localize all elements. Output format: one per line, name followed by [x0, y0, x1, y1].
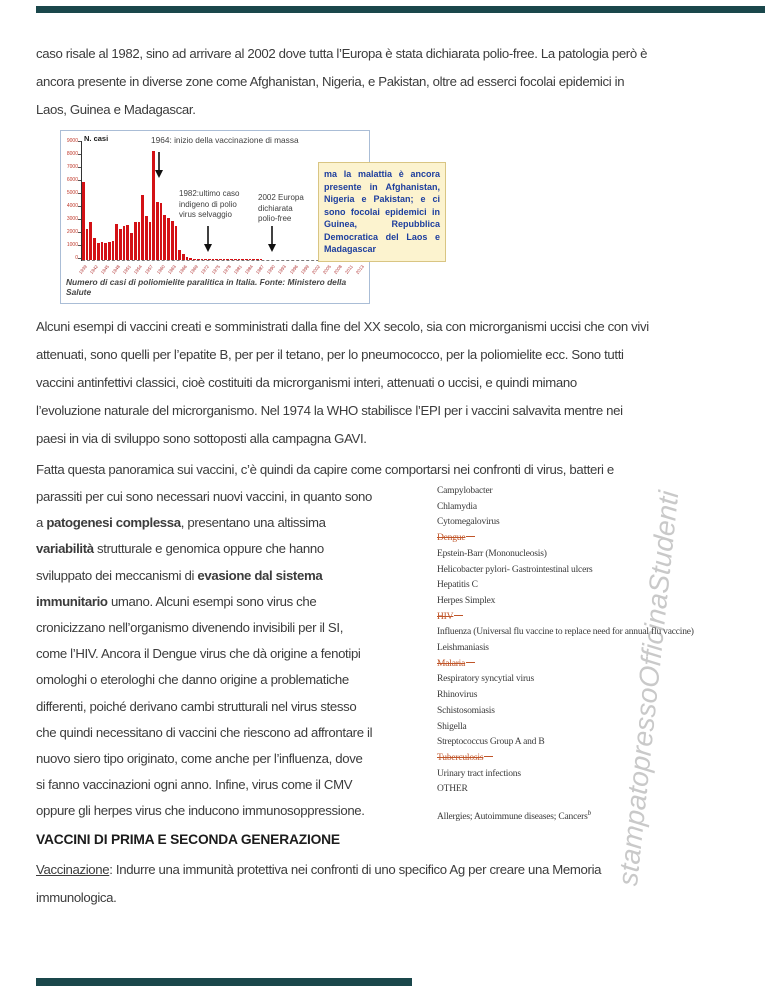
chart-bar — [108, 242, 111, 260]
chart-bar — [86, 229, 89, 260]
y-tick-label: 9000 — [66, 138, 78, 144]
x-tick-label: 1975 — [210, 264, 221, 275]
disease-item: Hepatitis C — [437, 580, 478, 591]
x-tick-label: 1972 — [199, 264, 210, 275]
y-tick-mark — [78, 180, 81, 181]
text-segment: b — [587, 809, 591, 818]
chart-bar — [97, 243, 100, 260]
chart-bar — [249, 259, 252, 260]
x-tick-label: 1954 — [133, 264, 144, 275]
chart-bar — [252, 259, 255, 260]
section-heading: VACCINI DI PRIMA E SECONDA GENERAZIONE — [36, 832, 340, 847]
chart-bar — [245, 259, 248, 260]
paragraph-vaccinazione — [36, 856, 746, 912]
disease-item: Respiratory syncytial virus — [437, 674, 534, 685]
chart-bar — [241, 259, 244, 260]
chart-bar — [223, 259, 226, 260]
text-segment: sviluppato dei meccanismi di — [36, 567, 198, 583]
disease-item: OTHER — [437, 784, 468, 795]
chart-bar — [226, 259, 229, 260]
chart-bar — [193, 259, 196, 260]
x-tick-label: 1993 — [277, 264, 288, 275]
figure-caption: Numero di casi di poliomielite paralitica in Italia. Fonte: Ministero della Salute — [66, 277, 347, 297]
y-tick-mark — [78, 193, 81, 194]
chart-bar — [141, 195, 144, 260]
redacted-header-bar — [36, 6, 765, 13]
text-line: vaccini antinfettivi classici, cioè costituiti da microrganismi interi, attenuati o uccisi, e quindi mimano — [36, 375, 577, 390]
disease-item: Rhinovirus — [437, 690, 478, 701]
chart-bar — [167, 218, 170, 260]
chart-bar — [145, 216, 148, 260]
chart-bar — [160, 203, 163, 260]
text-line — [36, 694, 440, 720]
text-segment: , presentano una altissima — [180, 515, 326, 531]
disease-item: Tuberculosis — [437, 751, 737, 767]
text-line: attenuati, sono quelli per l’epatite B, per per il tetano, per lo pneumococco, per la poliomielite ecc. Sono tutti — [36, 347, 624, 362]
text-segment: parassiti per cui sono necessari nuovi vaccini, in quanto sono — [36, 489, 373, 504]
x-tick-label: 1969 — [188, 264, 199, 275]
text-line: virus selvaggio — [179, 210, 232, 219]
text-line — [36, 510, 440, 536]
text-line: indigeno di polio — [179, 199, 237, 209]
text-segment: omologhi o eterologhi che danno origine a problematiche — [36, 672, 349, 688]
y-tick-label: 0 — [75, 255, 78, 261]
text-segment: strutturale e genomica oppure che hanno — [93, 541, 324, 557]
disease-item: Shigella — [437, 721, 467, 732]
text-segment: immunologica. — [36, 890, 117, 905]
text-line — [36, 798, 440, 824]
chart-bar — [234, 259, 237, 260]
text-line — [36, 484, 440, 510]
text-segment: immunitario — [36, 593, 108, 609]
disease-item: HIV — [437, 610, 737, 626]
text-segment: umano. Alcuni esempi sono virus che — [107, 593, 317, 609]
text-segment: come l’HIV. Ancora il Dengue virus che dà origine a fenotipi — [36, 646, 361, 662]
disease-item: Streptococcus Group A and B — [437, 737, 545, 748]
x-tick-label: 1981 — [232, 264, 244, 275]
x-tick-label: 1984 — [244, 264, 255, 275]
y-tick-label: 6000 — [66, 177, 78, 183]
y-tick-label: 8000 — [66, 151, 78, 157]
text-line: caso risale al 1982, sino ad arrivare al 2002 dove tutta l’Europa è stata dichiarata polio-free. La patologia però è — [36, 46, 648, 61]
text-line — [36, 772, 440, 798]
chart-bar — [101, 242, 104, 260]
chart-bar — [175, 226, 178, 260]
text-line — [36, 667, 440, 693]
x-tick-label: 2011 — [343, 264, 354, 275]
chart-bar — [115, 224, 118, 260]
x-tick-label: 1966 — [177, 264, 188, 275]
text-segment: differenti, poiché derivano cambi strutturali nel virus stesso — [36, 698, 357, 714]
chart-bar — [212, 259, 215, 260]
disease-item: Epstein-Barr (Mononucleosis) — [437, 548, 547, 559]
paragraph-polio-history — [36, 40, 746, 124]
chart-bar — [138, 222, 141, 260]
chart-bar — [197, 259, 200, 260]
text-segment: variabilità — [36, 541, 94, 557]
chart-bar — [156, 202, 159, 261]
chart-bar — [186, 257, 189, 260]
disease-list-footer — [437, 807, 737, 824]
y-tick-mark — [78, 154, 81, 155]
chart-bar — [130, 233, 133, 260]
text-segment: nuovo siero tipo originato, come anche per l’influenza, dove — [36, 751, 363, 767]
text-line: paesi in via di sviluppo sono sottoposti alla campagna GAVI. — [36, 431, 367, 446]
chart-bar — [260, 259, 263, 260]
disease-item: Campylobacter — [437, 486, 493, 496]
disease-item: Malaria — [437, 657, 737, 673]
chart-bar — [182, 254, 185, 261]
text-line — [36, 615, 440, 641]
disease-item: Urinary tract infections — [437, 768, 521, 779]
x-tick-label: 2008 — [332, 264, 343, 275]
chart-bar — [126, 225, 129, 260]
text-line: l’evoluzione naturale del microrganismo. Nel 1974 la WHO stabilisce l’EPI per i vaccini salvavita mentre nei — [36, 403, 623, 418]
chart-bar — [123, 226, 126, 260]
y-tick-mark — [78, 206, 81, 207]
chart-bar — [89, 222, 92, 260]
chart-bar — [163, 215, 166, 261]
y-tick-label: 1000 — [66, 242, 78, 248]
x-tick-label: 1951 — [122, 264, 133, 275]
x-tick-label: 1996 — [288, 264, 299, 275]
chart-bar — [219, 259, 222, 260]
x-tick-label: 1987 — [255, 264, 266, 275]
text-line — [36, 563, 440, 589]
text-segment: Vaccinazione — [36, 862, 110, 877]
text-line — [36, 641, 440, 667]
chart-bar — [152, 151, 155, 260]
text-line — [36, 746, 440, 772]
y-tick-mark — [78, 232, 81, 233]
chart-bar — [230, 259, 233, 260]
chart-bar — [201, 259, 204, 260]
text-segment: cronicizzano nell’organismo divenendo invisibili per il SI, — [36, 620, 344, 636]
y-tick-mark — [78, 245, 81, 246]
chart-bar — [256, 259, 259, 260]
disease-item: Cytomegalovirus — [437, 517, 500, 528]
chart-bar — [93, 238, 96, 260]
y-tick-label: 3000 — [66, 216, 78, 222]
disease-list-items — [437, 484, 737, 798]
x-tick-label: 2002 — [310, 264, 321, 275]
text-line: ancora presente in diverse zone come Afghanistan, Nigeria, e Pakistan, oltre ad esserci focolai epidemici in — [36, 74, 625, 89]
disease-item: Influenza (Universal flu vaccine to replace need for annual flu vaccine) — [437, 627, 694, 638]
chart-bar — [238, 259, 241, 260]
chart-bar — [208, 259, 211, 260]
y-tick-mark — [78, 219, 81, 220]
text-segment: : Indurre una immunità protettiva nei confronti di uno specifico Ag per creare una Memoria — [109, 862, 602, 877]
x-tick-label: 1939 — [77, 264, 88, 275]
chart-bar — [178, 250, 181, 260]
x-tick-label: 1942 — [88, 264, 100, 275]
y-tick-label: 5000 — [66, 190, 78, 196]
text-line: Laos, Guinea e Madagascar. — [36, 102, 196, 117]
text-line: dichiarata — [258, 203, 293, 213]
text-line: Alcuni esempi di vaccini creati e somministrati dalla fine del XX secolo, sia con microrganismi uccisi che con vivi — [36, 319, 649, 334]
disease-item: Dengue — [437, 531, 737, 547]
chart-bar — [204, 259, 207, 260]
y-tick-mark — [78, 167, 81, 168]
y-tick-mark — [78, 258, 81, 259]
text-segment: che quindi necessitano di vaccini che riescono ad affrontare il — [36, 724, 373, 740]
yellow-note-box: ma la malattia è ancora presente in Afghanistan, Nigeria e Pakistan; e ci sono focolai epidemici in Guinea, Repubblica Democratica del Laos e Madagascar — [318, 162, 446, 262]
annotation-1964: 1964: inizio della vaccinazione di massa — [151, 135, 299, 145]
chart-bar — [189, 258, 192, 260]
x-tick-label: 1948 — [111, 264, 122, 275]
x-tick-label: 1957 — [144, 264, 155, 275]
x-tick-label: 1990 — [266, 264, 277, 275]
text-segment: a — [36, 515, 47, 531]
text-line: 1982:ultimo caso — [179, 189, 240, 198]
redacted-footer-bar — [36, 978, 412, 986]
text-segment: Allergies; Autoimmune diseases; Cancers — [437, 812, 588, 823]
y-tick-label: 2000 — [66, 229, 78, 235]
chart-bar — [134, 222, 137, 260]
chart-bar — [171, 221, 174, 260]
text-line — [36, 589, 440, 615]
x-tick-label: 2005 — [321, 264, 332, 275]
text-segment: si fanno vaccinazioni ogni anno. Infine, virus come il CMV — [36, 777, 353, 793]
text-line — [36, 856, 746, 884]
paragraph-vaccine-examples — [36, 313, 746, 453]
disease-item: Herpes Simplex — [437, 595, 496, 606]
y-axis-title: N. casi — [84, 134, 109, 143]
chart-bar — [104, 243, 107, 260]
text-line: 2002 Europa — [258, 193, 304, 202]
paragraph-panoramica-line1: Fatta questa panoramica sui vaccini, c’è quindi da capire come comportarsi nei confronti di virus, batteri e — [36, 462, 614, 477]
x-tick-label: 1999 — [299, 264, 310, 275]
x-tick-label: 1978 — [221, 264, 232, 275]
text-segment: oppure gli herpes virus che inducono immunosoppressione. — [36, 803, 365, 819]
disease-list — [437, 484, 737, 824]
disease-item: Helicobacter pylori- Gastrointestinal ulcers — [437, 564, 593, 575]
y-tick-label: 7000 — [66, 164, 78, 170]
y-tick-label: 4000 — [66, 203, 78, 209]
paragraph-panoramica-body — [36, 484, 440, 825]
text-line — [36, 536, 440, 562]
text-line: polio-free — [258, 214, 292, 223]
disease-item: Chlamydia — [437, 501, 477, 512]
chart-bar — [82, 182, 85, 260]
x-tick-label: 2013 — [354, 264, 365, 275]
x-tick-label: 1963 — [166, 264, 177, 275]
text-line — [36, 720, 440, 746]
text-line — [437, 807, 737, 824]
text-segment: evasione dal sistema — [197, 567, 323, 583]
x-tick-label: 1945 — [99, 264, 111, 275]
x-tick-label: 1960 — [155, 264, 166, 275]
y-tick-mark — [78, 141, 81, 142]
chart-bar — [149, 222, 152, 260]
chart-bar — [215, 259, 218, 260]
chart-bar — [119, 229, 122, 260]
watermark-text: stampatopressoOfficinaStudenti — [612, 489, 685, 888]
chart-bar — [112, 241, 115, 261]
disease-item: Schistosomiasis — [437, 705, 495, 716]
text-segment: patogenesi complessa — [46, 515, 181, 531]
disease-item: Leishmaniasis — [437, 643, 489, 654]
text-line — [36, 884, 746, 912]
